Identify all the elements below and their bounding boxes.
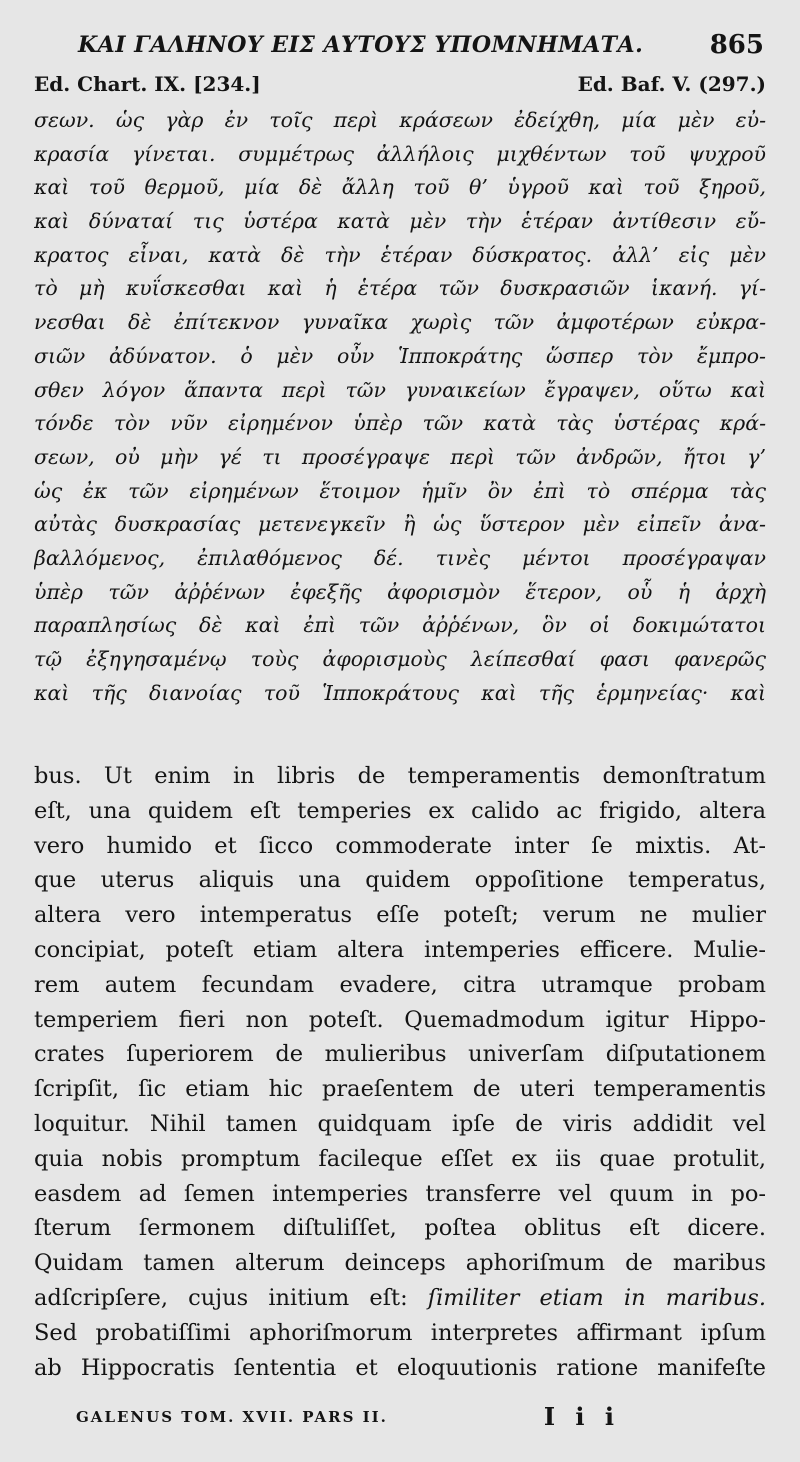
latin-line: concipiat, poteſt etiam altera intemperies efficere. Mulie- [34,936,766,963]
page-footer [66,1402,740,1432]
latin-line: loquitur. Nihil tamen quidquam ipſe de viris addidit vel [34,1110,766,1137]
latin-line: easdem ad ſemen intemperies transferre vel quum in po- [34,1180,766,1207]
running-head [70,30,764,64]
greek-line: καὶ δύναταί τις ὑστέρα κατὰ μὲν τὴν ἑτέραν ἀντίθεσιν εὔ- [34,209,766,234]
gathering-mark: I i i [543,1402,620,1431]
greek-line: παραπλησίως δὲ καὶ ἐπὶ τῶν ἀῤῥένων, ὃν οἱ δοκιμώτατοι [34,613,766,638]
latin-line: temperiem fieri non poteſt. Quemadmodum igitur Hippo- [34,1006,766,1033]
running-title: ΚΑΙ ΓΑΛΗΝΟΥ ΕΙΣ ΑΥΤΟΥΣ ΥΠΟΜΝΗΜΑΤΑ. [78,32,644,58]
edition-chartier: Ed. Chart. IX. [234.] [34,72,261,96]
greek-line: σεων, οὐ μὴν γέ τι προσέγραψε περὶ τῶν ἀνδρῶν, ἤτοι γ’ [34,444,766,469]
greek-line: αὐτὰς δυσκρασίας μετενεγκεῖν ἢ ὡς ὕστερον μὲν εἰπεῖν ἀνα- [34,512,766,537]
latin-line: ab Hippocratis ſententia et eloquutionis ratione manifeſte [34,1354,766,1381]
greek-line: τόνδε τὸν νῦν εἰρημένον ὑπὲρ τῶν κατὰ τὰς ὑστέρας κρά- [34,411,766,436]
greek-line: τὸ μὴ κυΐσκεσθαι καὶ ἡ ἑτέρα τῶν δυσκρασιῶν ἱκανή. γί- [34,276,766,301]
greek-line: ὑπὲρ τῶν ἀῤῥένων ἐφεξῆς ἀφορισμὸν ἕτερον, οὗ ἡ ἀρχὴ [34,579,766,604]
greek-line: κρασία γίνεται. συμμέτρως ἀλλήλοις μιχθέντων τοῦ ψυχροῦ [34,141,766,166]
edition-references [34,72,766,100]
greek-line: νεσθαι δὲ ἐπίτεκνον γυναῖκα χωρὶς τῶν ἀμφοτέρων εὐκρα- [34,310,766,335]
latin-line: bus. Ut enim in libris de temperamentis demonſtratum [34,763,766,789]
latin-line: Sed probatiſſimi aphoriſmorum interpretes affirmant ipſum [34,1319,766,1346]
greek-line: καὶ τοῦ θερμοῦ, μία δὲ ἄλλη τοῦ θ’ ὑγροῦ καὶ τοῦ ξηροῦ, [34,175,766,200]
latin-line-text: adſcripſere, cujus initium eſt: [34,1284,408,1311]
lemma-quotation: ſimiliter etiam in maribus. [427,1284,766,1311]
latin-line: quia nobis promptum facileque eſſet ex iis quae protulit, [34,1145,766,1172]
greek-line: τῷ ἐξηγησαμένῳ τοὺς ἀφορισμοὺς λείπεσθαί φασι φανερῶς [34,647,766,671]
latin-line: Quidam tamen alterum deinceps aphoriſmum de maribus [34,1250,766,1277]
latin-line: rem autem fecundam evadere, citra utramque probam [34,971,766,998]
greek-line: βαλλόμενος, ἐπιλαθόμενος δέ. τινὲς μέντοι προσέγραψαν [34,545,766,570]
greek-line: κρατος εἶναι, κατὰ δὲ τὴν ἑτέραν δύσκρατος. ἀλλ’ εἰς μὲν [34,242,766,267]
signature-line: GALENUS TOM. XVII. PARS II. [76,1408,388,1426]
latin-line: altera vero intemperatus eſſe poteſt; verum ne mulier [34,902,766,929]
greek-text-block [34,104,766,710]
latin-line: que uterus aliquis una quidem oppoſitione temperatus, [34,867,766,894]
greek-line: ὡς ἐκ τῶν εἰρημένων ἕτοιμον ἡμῖν ὂν ἐπὶ τὸ σπέρμα τὰς [34,478,766,503]
latin-line-with-lemma [34,1281,766,1316]
latin-text-block [34,759,766,1385]
greek-line: σιῶν ἀδύνατον. ὁ μὲν οὖν Ἱπποκράτης ὥσπερ τὸν ἔμπρο- [34,343,766,368]
latin-line: ſterum ſermonem diſtuliſſet, poſtea oblitus eſt dicere. [34,1215,766,1242]
edition-basel: Ed. Baf. V. (297.) [577,72,766,96]
latin-line: crates ſuperiorem de mulieribus univerſam diſputationem [34,1041,766,1068]
greek-line: καὶ τῆς διανοίας τοῦ Ἱπποκράτους καὶ τῆς ἑρμηνείας· καὶ [34,680,766,705]
page-number: 865 [709,30,764,60]
latin-line: vero humido et ſicco commoderate inter ſe mixtis. At- [34,832,766,859]
greek-line: σεων. ὡς γὰρ ἐν τοῖς περὶ κράσεων ἐδείχθη, μία μὲν εὐ- [34,108,766,132]
latin-line: ſcripſit, ſic etiam hic praeſentem de uteri temperamentis [34,1076,766,1103]
greek-line: σθεν λόγον ἅπαντα περὶ τῶν γυναικείων ἔγραψεν, οὕτω καὶ [34,377,766,402]
latin-line: eſt, una quidem eſt temperies ex calido ac frigido, altera [34,797,766,824]
